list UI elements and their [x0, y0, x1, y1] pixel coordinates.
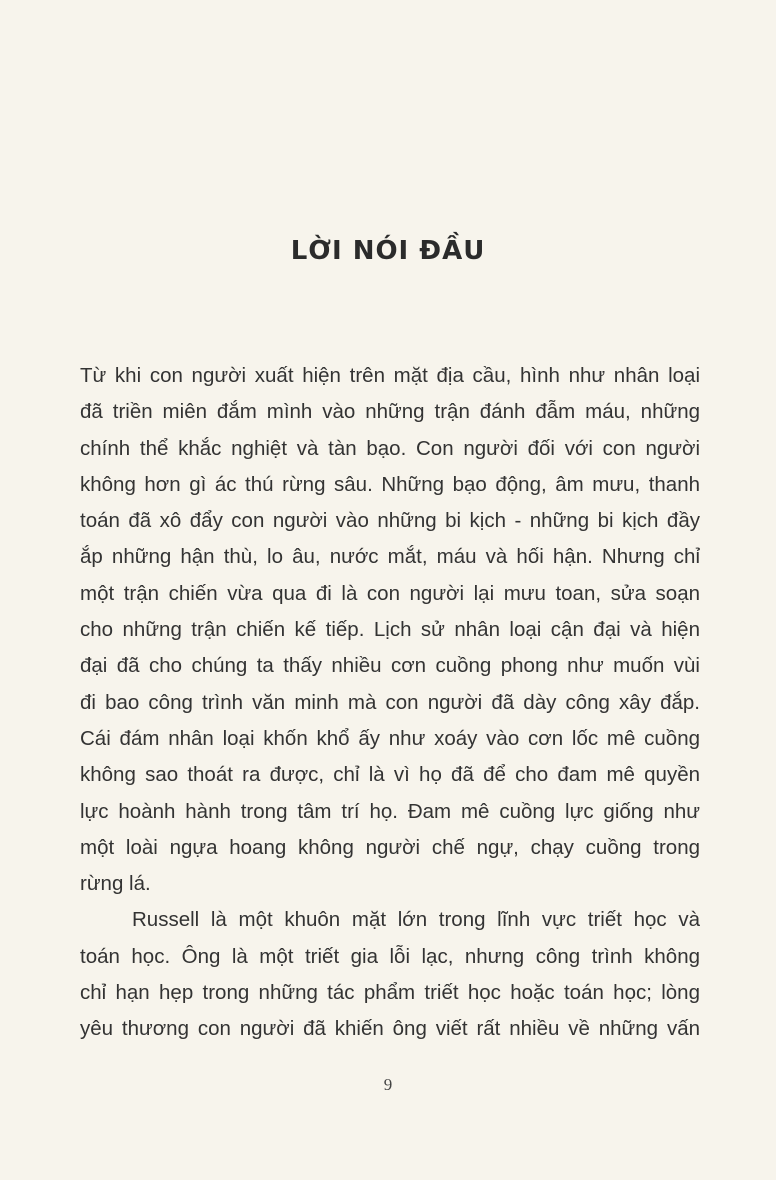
text-line: cho những trận chiến kế tiếp. Lịch sử nhân loại cận đại và hiện: [80, 618, 700, 642]
text-line: không sao thoát ra được, chỉ là vì họ đã để cho đam mê quyền: [80, 763, 700, 787]
text-line: toán học. Ông là một triết gia lỗi lạc, nhưng công trình không: [80, 944, 700, 968]
text-line: ắp những hận thù, lo âu, nước mắt, máu và hối hận. Nhưng chỉ: [80, 545, 700, 569]
text-line: đi bao công trình văn minh mà con người đã dày công xây đắp.: [80, 690, 700, 714]
text-line: rừng lá.: [80, 872, 151, 896]
page-body: [80, 358, 700, 1048]
text-line: một trận chiến vừa qua đi là con người lại mưu toan, sửa soạn: [80, 581, 700, 605]
text-line: đại đã cho chúng ta thấy nhiều cơn cuồng phong như muốn vùi: [80, 654, 700, 678]
paragraph-2: [80, 902, 700, 1047]
text-line: toán đã xô đẩy con người vào những bi kịch - những bi kịch đầy: [80, 509, 700, 533]
text-line: yêu thương con người đã khiến ông viết rất nhiều về những vấn: [80, 1017, 700, 1041]
chapter-title: LỜI NÓI ĐẦU: [290, 236, 486, 266]
text-line: không hơn gì ác thú rừng sâu. Những bạo động, âm mưu, thanh: [80, 472, 700, 496]
text-line: lực hoành hành trong tâm trí họ. Đam mê cuồng lực giống như: [80, 799, 700, 823]
text-line: chính thể khắc nghiệt và tàn bạo. Con người đối với con người: [80, 436, 700, 460]
text-line: đã triền miên đắm mình vào những trận đánh đẫm máu, những: [80, 400, 700, 424]
page-number: 9: [383, 1075, 393, 1094]
text-line: Cái đám nhân loại khốn khổ ấy như xoáy vào cơn lốc mê cuồng: [80, 726, 700, 750]
text-line: Từ khi con người xuất hiện trên mặt địa cầu, hình như nhân loại: [80, 364, 700, 387]
text-line: một loài ngựa hoang không người chế ngự, chạy cuồng trong: [80, 835, 700, 859]
text-line: Russell là một khuôn mặt lớn trong lĩnh vực triết học và: [132, 908, 700, 932]
text-line: chỉ hạn hẹp trong những tác phẩm triết học hoặc toán học; lòng: [80, 981, 700, 1005]
paragraph-1: [80, 358, 700, 902]
